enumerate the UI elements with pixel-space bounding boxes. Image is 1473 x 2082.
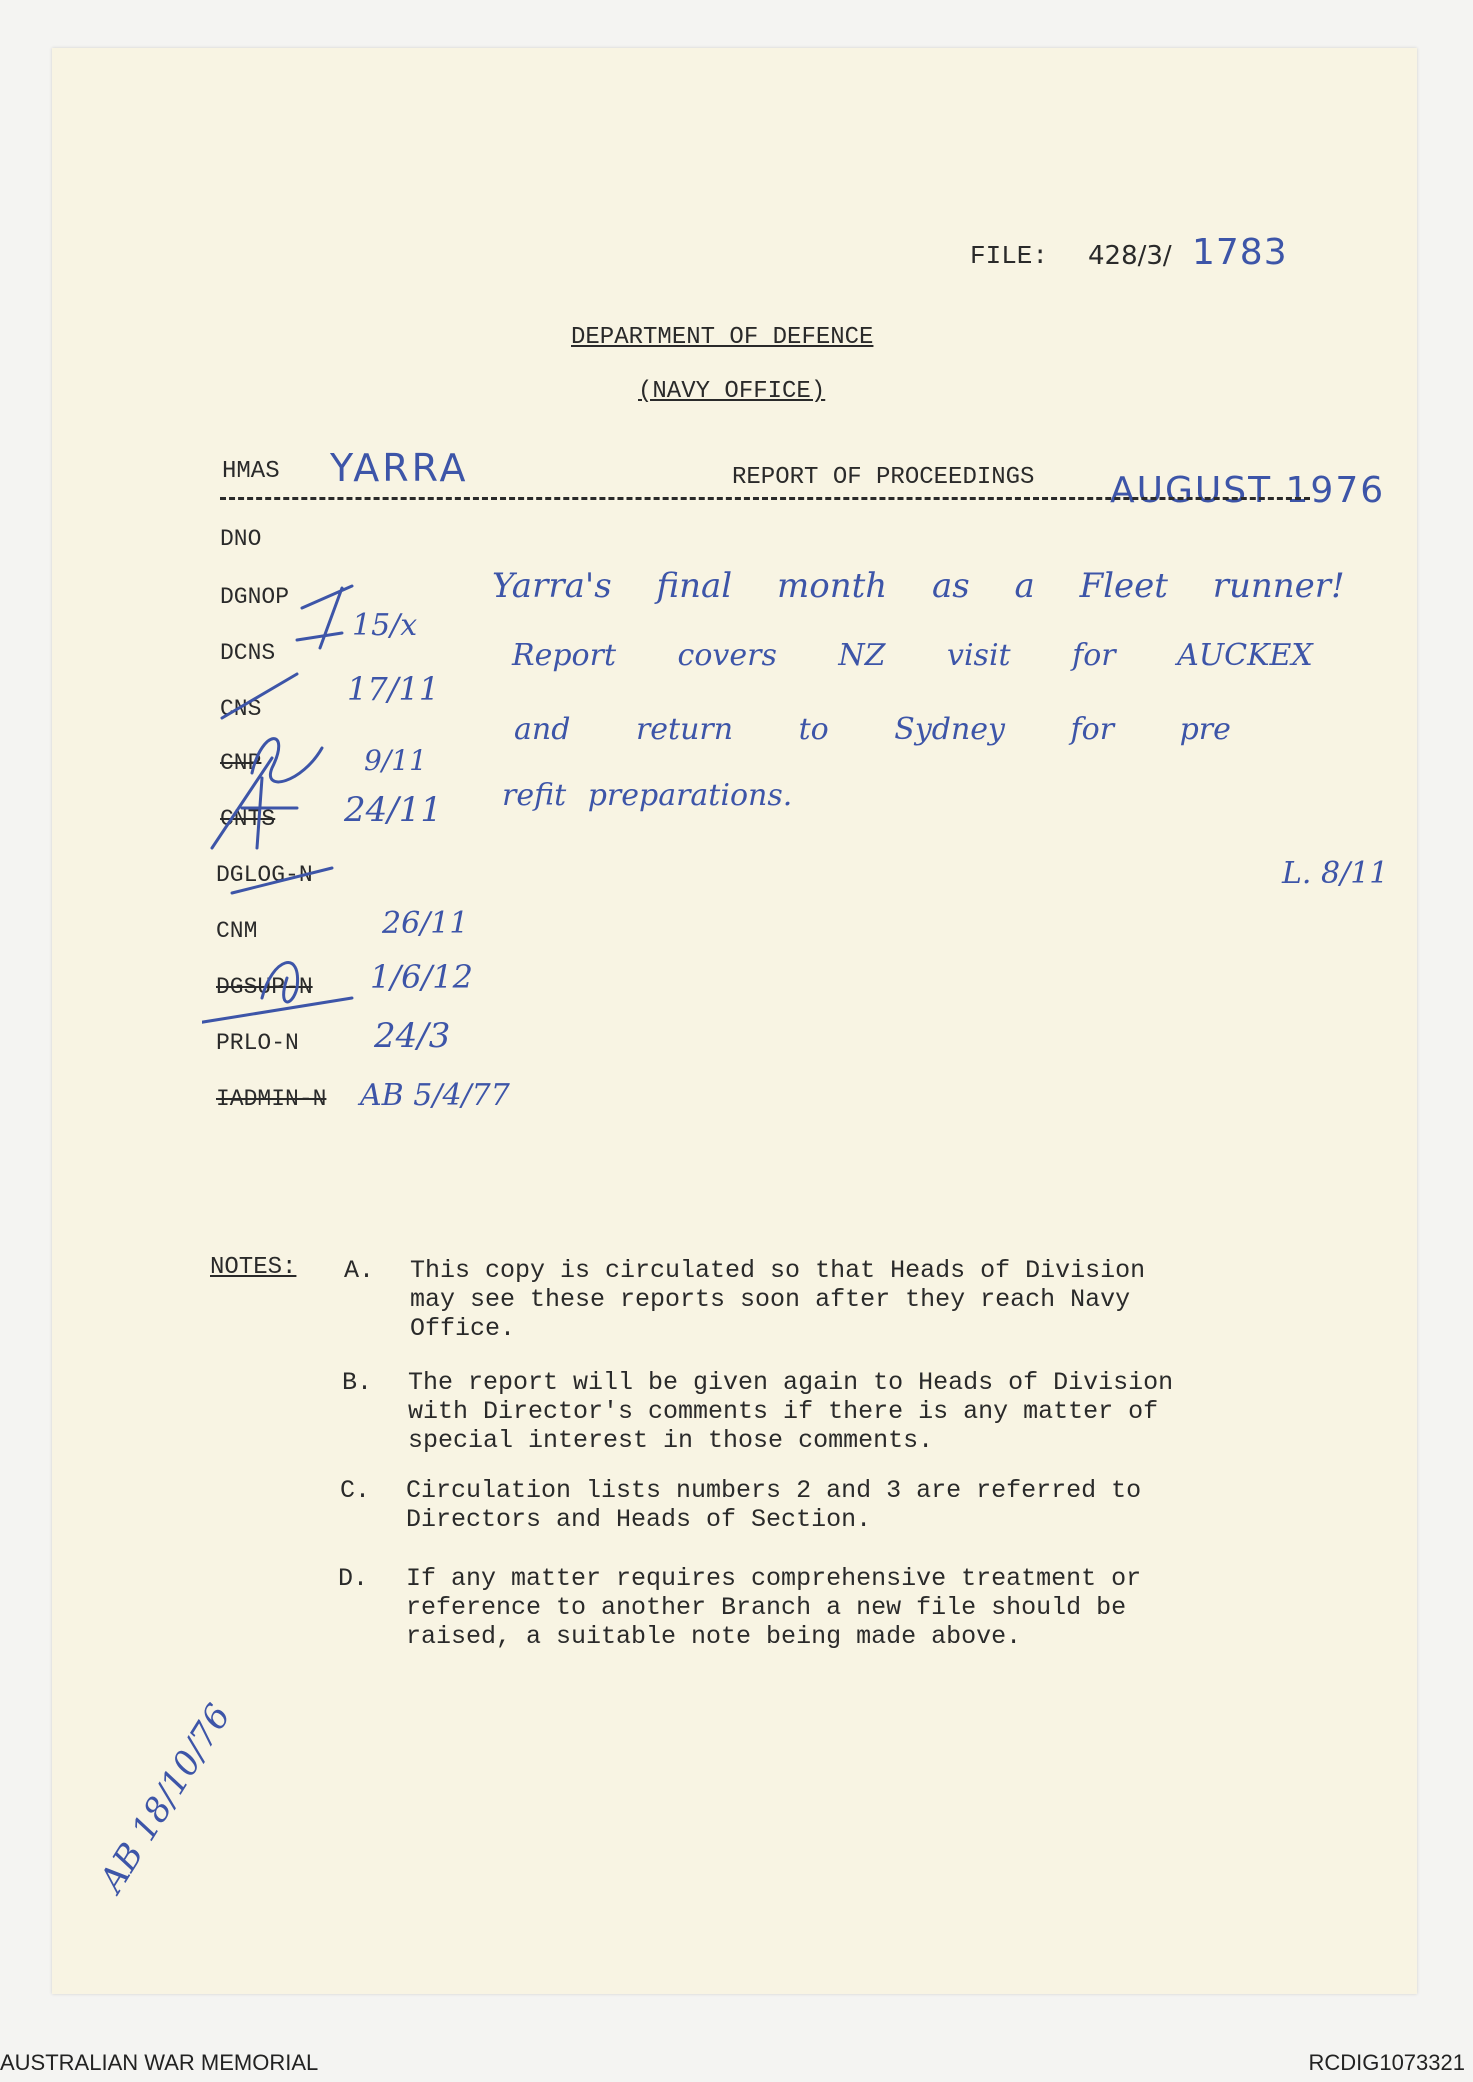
- hmas-label: HMAS: [222, 458, 280, 485]
- note-text-d: If any matter requires comprehensive treatment or reference to another Branch a new file should be raised, a suitable note being made above.: [406, 1564, 1142, 1651]
- note-text-a: This copy is circulated so that Heads of Division may see these reports soon after they reach Navy Office.: [410, 1256, 1146, 1343]
- circulation-code-dno: DNO: [220, 526, 262, 552]
- circulation-code-dgsup-n: DGSUP-N: [216, 974, 313, 1000]
- file-number-handwritten: 1783: [1192, 232, 1288, 273]
- report-label: REPORT OF PROCEEDINGS: [732, 464, 1035, 491]
- file-number-typed: 428/3/: [1088, 241, 1172, 271]
- note-text-c: Circulation lists numbers 2 and 3 are referred to Directors and Heads of Section.: [406, 1476, 1142, 1534]
- circulation-annotation-dgsup-n: 1/6/12: [370, 958, 473, 996]
- report-period: AUGUST 1976: [1110, 470, 1386, 511]
- footer-institution: AUSTRALIAN WAR MEMORIAL: [0, 2050, 319, 2075]
- note-letter-d: D.: [338, 1564, 369, 1593]
- circulation-annotation-prlo-n: 24/3: [374, 1016, 451, 1056]
- minute-line-3: and return to Sydney for pre: [514, 712, 1231, 747]
- circulation-code-dglog-n: DGLOG-N: [216, 862, 313, 888]
- circulation-signatures: [202, 578, 432, 1038]
- document-page: [52, 48, 1417, 1994]
- circulation-code-dgnop: DGNOP: [220, 584, 290, 610]
- department-heading: DEPARTMENT OF DEFENCE: [571, 324, 874, 351]
- report-rule: [220, 497, 1310, 500]
- circulation-annotation-dgnop: 15/x: [352, 608, 418, 643]
- minute-line-4: refit preparations.: [502, 778, 793, 813]
- circulation-code-cnp: CNP: [220, 750, 262, 776]
- circulation-code-cnts: CNTS: [220, 806, 276, 832]
- notes-label: NOTES:: [210, 1254, 297, 1281]
- circulation-code-dcns: DCNS: [220, 640, 276, 666]
- footer-identifier: RCDIG1073321: [1308, 2050, 1465, 2075]
- circulation-code-cnm: CNM: [216, 918, 258, 944]
- circulation-code-prlo-n: PRLO-N: [216, 1030, 299, 1056]
- circulation-annotation-cns: 17/11: [347, 670, 440, 708]
- circulation-annotation-cnp: 9/11: [364, 744, 427, 777]
- minute-line-2: Report covers NZ visit for AUCKEX: [512, 638, 1313, 673]
- note-letter-a: A.: [344, 1256, 375, 1285]
- office-heading: (NAVY OFFICE): [638, 378, 826, 405]
- circulation-code-cns: CNS: [220, 696, 262, 722]
- circulation-annotation-cnm: 26/11: [382, 906, 469, 941]
- bottom-initials-date: AB 18/10/76: [92, 1697, 239, 1900]
- minute-line-1: Yarra's final month as a Fleet runner!: [492, 566, 1345, 606]
- ship-name: YARRA: [330, 446, 469, 490]
- note-text-b: The report will be given again to Heads of Division with Director's comments if there is any matter of special interest in those comments.: [408, 1368, 1174, 1455]
- note-letter-b: B.: [342, 1368, 373, 1397]
- note-letter-c: C.: [340, 1476, 371, 1505]
- circulation-annotation-iadmin-n: AB 5/4/77: [360, 1078, 510, 1113]
- minute-initials: L. 8/11: [1282, 856, 1389, 891]
- circulation-code-iadmin-n: IADMIN-N: [216, 1086, 327, 1112]
- file-label: FILE:: [970, 241, 1049, 271]
- circulation-annotation-cnts: 24/11: [344, 790, 442, 830]
